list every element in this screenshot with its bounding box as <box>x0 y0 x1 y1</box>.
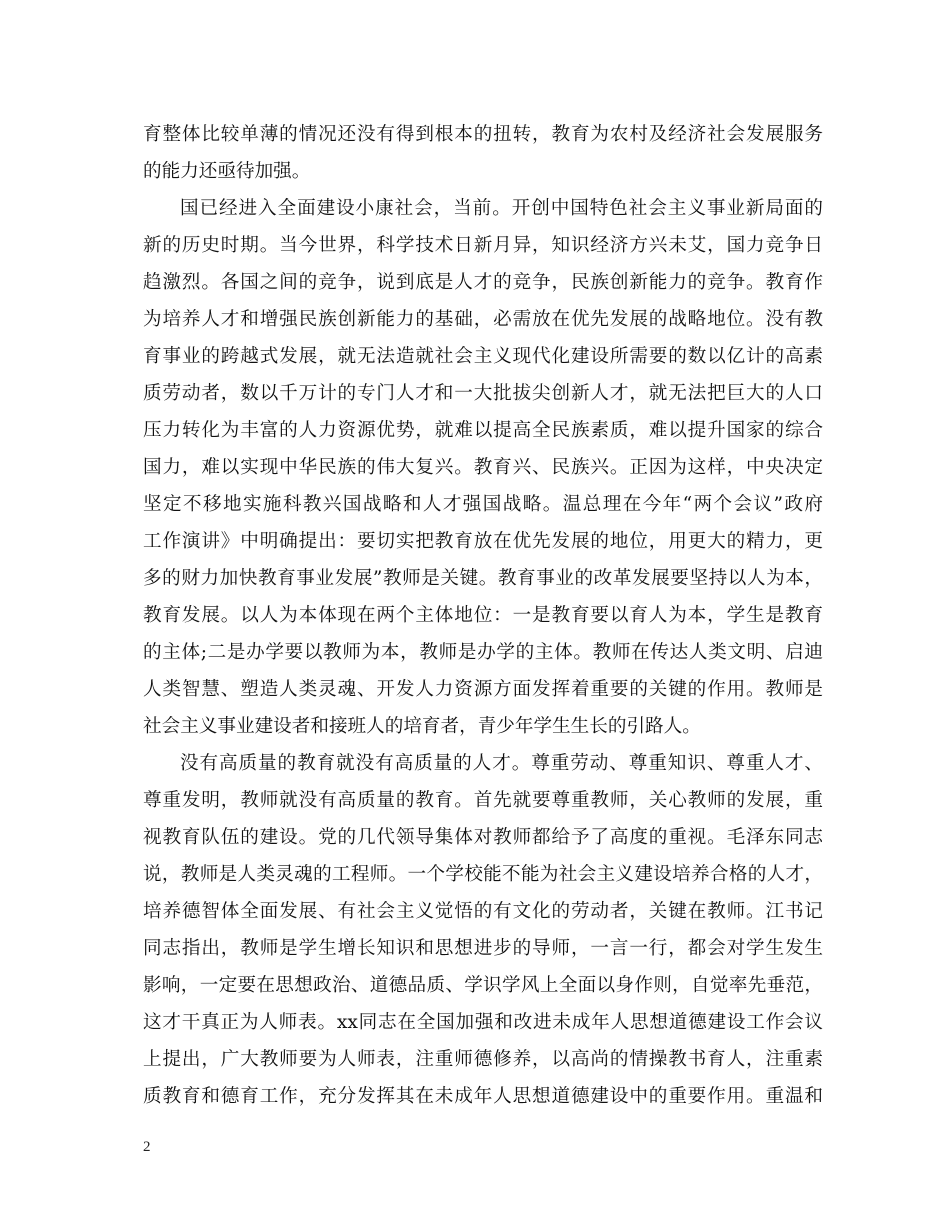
body-text-line: 说，教师是人类灵魂的工程师。一个学校能不能为社会主义建设培养合格的人才， <box>143 864 823 885</box>
body-text-line: 质劳动者，数以千万计的专门人才和一大批拔尖创新人才，就无法把巨大的人口 <box>143 383 823 404</box>
body-text-line: 工作演讲》中明确提出：要切实把教育放在优先发展的地位，用更大的精力，更 <box>143 531 823 552</box>
body-text-line: 质教育和德育工作，充分发挥其在未成年人思想道德建设中的重要作用。重温和 <box>143 1086 823 1107</box>
body-text-line: 多的财力加快教育事业发展”教师是关键。教育事业的改革发展要坚持以人为本， <box>143 568 823 589</box>
body-text-line: 压力转化为丰富的人力资源优势，就难以提高全民族素质，难以提升国家的综合 <box>143 420 823 441</box>
body-text-line: 新的历史时期。当今世界，科学技术日新月异，知识经济方兴未艾，国力竞争日 <box>143 235 823 256</box>
body-text-line: 坚定不移地实施科教兴国战略和人才强国战略。温总理在今年“两个会议”政府 <box>143 494 823 515</box>
body-text-line: 人类智慧、塑造人类灵魂、开发人力资源方面发挥着重要的关键的作用。教师是 <box>143 679 823 700</box>
body-text-line: 育整体比较单薄的情况还没有得到根本的扭转，教育为农村及经济社会发展服务 <box>143 124 823 145</box>
body-text-line: 视教育队伍的建设。党的几代领导集体对教师都给予了高度的重视。毛泽东同志 <box>143 827 823 848</box>
body-text-line: 育事业的跨越式发展，就无法造就社会主义现代化建设所需要的数以亿计的高素 <box>143 346 823 367</box>
body-text-line: 这才干真正为人师表。xx同志在全国加强和改进未成年人思想道德建设工作会议 <box>143 1012 823 1033</box>
body-text-line: 上提出，广大教师要为人师表，注重师德修养，以高尚的情操教书育人，注重素 <box>143 1049 823 1070</box>
body-text-line: 趋激烈。各国之间的竞争，说到底是人才的竞争，民族创新能力的竞争。教育作 <box>143 272 823 293</box>
paragraph-first-line: 国已经进入全面建设小康社会，当前。开创中国特色社会主义事业新局面的 <box>180 198 823 219</box>
body-text-line: 培养德智体全面发展、有社会主义觉悟的有文化的劳动者，关键在教师。江书记 <box>143 901 823 922</box>
body-text-line: 影响，一定要在思想政治、道德品质、学识学风上全面以身作则，自觉率先垂范， <box>143 975 823 996</box>
body-text-line: 同志指出，教师是学生增长知识和思想进步的导师，一言一行，都会对学生发生 <box>143 938 823 959</box>
body-text-line: 尊重发明，教师就没有高质量的教育。首先就要尊重教师，关心教师的发展，重 <box>143 790 823 811</box>
body-text-line: 教育发展。以人为本体现在两个主体地位：一是教育要以育人为本，学生是教育 <box>143 605 823 626</box>
paragraph-first-line: 没有高质量的教育就没有高质量的人才。尊重劳动、尊重知识、尊重人才、 <box>180 753 823 774</box>
body-text-line: 为培养人才和增强民族创新能力的基础，必需放在优先发展的战略地位。没有教 <box>143 309 823 330</box>
body-text-line: 的主体;二是办学要以教师为本，教师是办学的主体。教师在传达人类文明、启迪 <box>143 642 823 663</box>
body-text-line: 社会主义事业建设者和接班人的培育者，青少年学生生长的引路人。 <box>143 716 701 737</box>
body-text-line: 国力，难以实现中华民族的伟大复兴。教育兴、民族兴。正因为这样，中央决定 <box>143 457 823 478</box>
body-text-line: 的能力还亟待加强。 <box>143 161 311 182</box>
page-number: 2 <box>143 1139 151 1155</box>
